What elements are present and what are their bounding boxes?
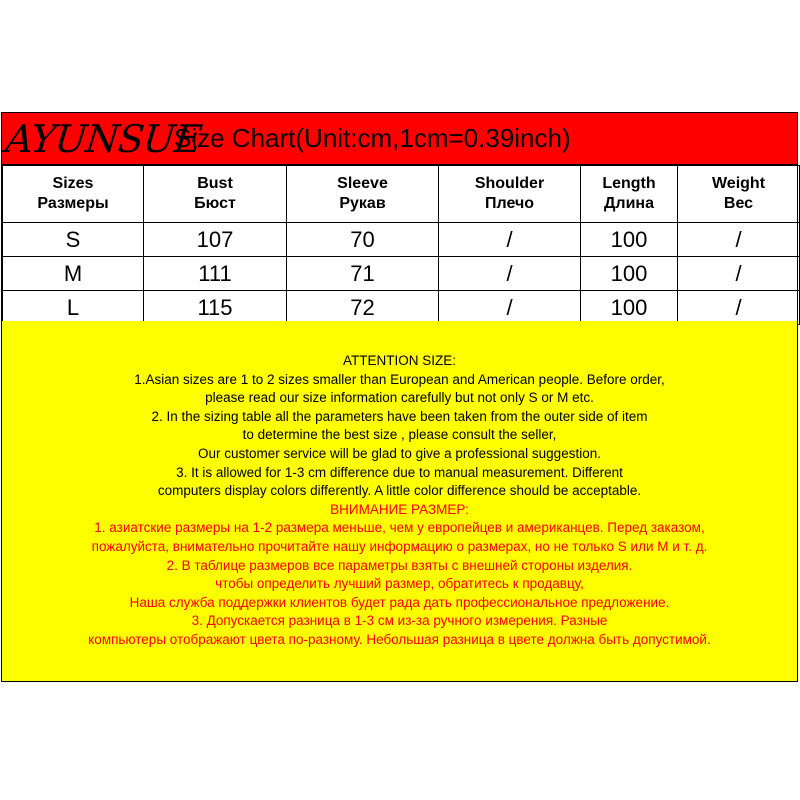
size-notice — [2, 321, 797, 681]
notice-line-ru: Наша служба поддержки клиентов будет рада дать профессиональное предложение. — [129, 594, 670, 610]
table-row — [3, 223, 800, 257]
notice-line-en: 1.Asian sizes are 1 to 2 sizes smaller than European and American people. Before order, — [134, 371, 665, 387]
page-title: Size Chart(Unit:cm,1cm=0.39inch) — [174, 123, 571, 153]
notice-line-en: please read our size information carefully but not only S or M etc. — [205, 390, 594, 406]
table-cell: 100 — [581, 291, 678, 325]
table-row — [3, 291, 800, 325]
notice-line-en: computers display colors differently. A little color difference should be acceptable. — [157, 483, 642, 499]
table-cell: 115 — [144, 291, 287, 325]
column-header-length: Length Длина — [581, 166, 678, 223]
table-cell: L — [3, 291, 144, 325]
size-table — [2, 165, 800, 325]
table-cell: / — [439, 223, 581, 257]
table-cell: 71 — [287, 257, 439, 291]
table-row — [3, 257, 800, 291]
brand-logo: AYUNSUE — [3, 117, 204, 161]
size-chart — [1, 112, 798, 682]
table-cell: 111 — [144, 257, 287, 291]
table-cell: M — [3, 257, 144, 291]
table-cell: / — [678, 291, 800, 325]
table-header-row — [3, 166, 800, 223]
table-cell: / — [439, 257, 581, 291]
column-header-weight: Weight Вес — [678, 166, 800, 223]
table-cell: / — [439, 291, 581, 325]
notice-line-ru: пожалуйста, внимательно прочитайте нашу информацию о размерах, но не только S или M и т. д. — [91, 538, 708, 554]
table-cell: 72 — [287, 291, 439, 325]
notice-line-en: 3. It is allowed for 1-3 cm difference due to manual measurement. Different — [176, 464, 623, 480]
column-header-shoulder: Shoulder Плечо — [439, 166, 581, 223]
column-header-sleeve: Sleeve Рукав — [287, 166, 439, 223]
notice-line-ru: 3. Допускается разница в 1-3 см из-за ручного измерения. Разные — [191, 613, 608, 629]
column-header-bust: Bust Бюст — [144, 166, 287, 223]
notice-line-en: ATTENTION SIZE: — [342, 353, 456, 368]
notice-line-ru: компьютеры отображают цвета по-разному. Небольшая разница в цвете должна быть допустимой. — [88, 631, 711, 647]
table-cell: S — [3, 223, 144, 257]
table-cell: 70 — [287, 223, 439, 257]
notice-line-ru: 1. азиатские размеры на 1-2 размера меньше, чем у европейцев и американцев. Перед заказом, — [94, 520, 705, 536]
notice-line-ru: 2. В таблице размеров все параметры взяты с внешней стороны изделия. — [166, 557, 633, 573]
notice-line-ru: ВНИМАНИЕ РАЗМЕР: — [330, 501, 469, 517]
notice-line-en: to determine the best size , please consult the seller, — [242, 427, 557, 443]
notice-line-ru: чтобы определить лучший размер, обратитесь к продавцу, — [215, 576, 584, 592]
table-cell: / — [678, 223, 800, 257]
table-cell: 100 — [581, 223, 678, 257]
column-header-sizes: Sizes Размеры — [3, 166, 144, 223]
table-cell: 100 — [581, 257, 678, 291]
title-bar — [2, 113, 797, 165]
table-cell: 107 — [144, 223, 287, 257]
notice-line-en: 2. In the sizing table all the parameters have been taken from the outer side of item — [151, 408, 648, 424]
table-cell: / — [678, 257, 800, 291]
notice-line-en: Our customer service will be glad to give a professional suggestion. — [198, 445, 601, 461]
